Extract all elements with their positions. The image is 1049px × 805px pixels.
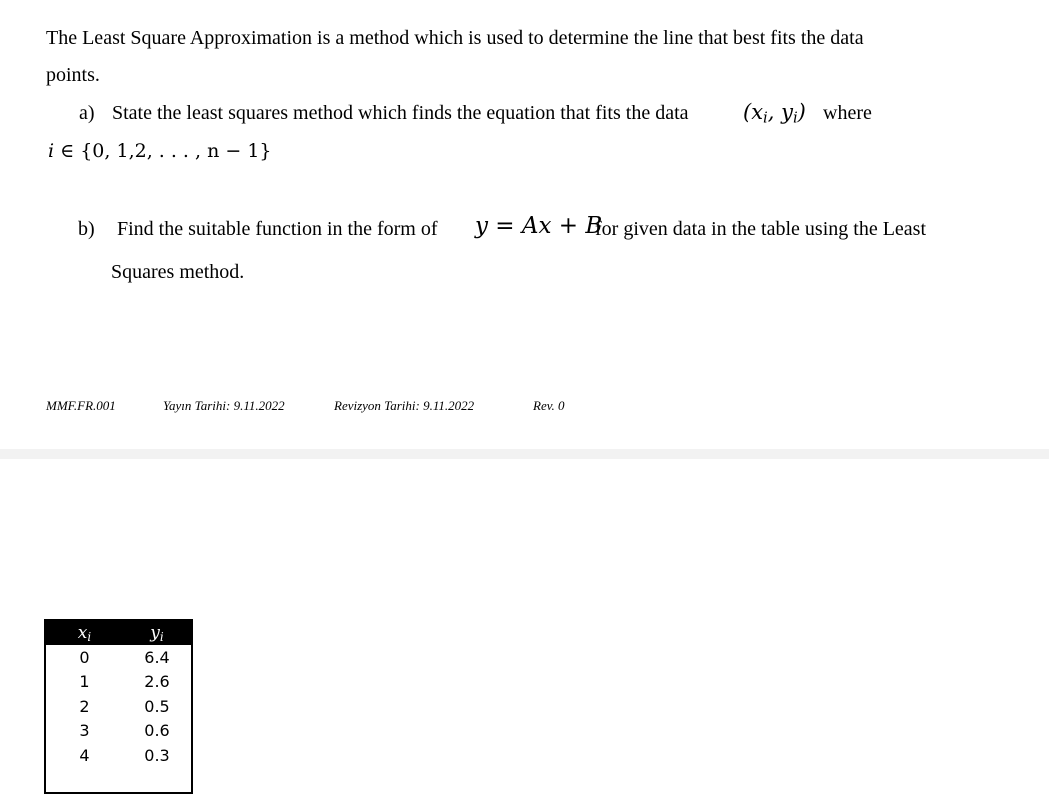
header-x: $x_i$ (45, 620, 123, 645)
part-b-line-2: Squares method. (111, 261, 245, 283)
cell-x: 0 (79, 647, 90, 667)
table-row (45, 694, 192, 719)
intro-line-1: The Least Square Approximation is a method which is used to determine the line that best fits the data (46, 27, 864, 49)
cell-x: 3 (79, 721, 90, 741)
index-set-i: i (48, 140, 55, 162)
cell-y: 0.5 (144, 696, 170, 716)
data-sub-i-2: i (792, 109, 798, 127)
data-comma-y: , y (767, 100, 793, 124)
table-header-row (45, 620, 192, 645)
part-a-label: a) (79, 102, 95, 124)
table-row (45, 670, 192, 695)
table-row (45, 743, 192, 793)
index-set-range: ∈ {0, 1,2, . . . , n − 1} (54, 140, 272, 162)
cell-y: 2.6 (144, 672, 170, 692)
cell-y: 0.3 (144, 745, 170, 765)
table-row (45, 719, 192, 744)
data-paren-x: (x (743, 100, 764, 124)
footer-form-code: MMF.FR.001 (46, 398, 116, 413)
part-b-text-2: for given data in the table using the Least (595, 218, 927, 240)
cell-y: 6.4 (144, 647, 170, 667)
part-a-where: where (823, 102, 872, 124)
intro-line-2: points. (46, 64, 100, 86)
cell-x: 4 (79, 745, 90, 765)
index-set (48, 139, 272, 163)
part-a-text: State the least squares method which finds the equation that fits the data (112, 102, 689, 124)
cell-x: 1 (79, 672, 90, 692)
part-b-formula: y = Ax + B (475, 213, 603, 239)
footer-rev-number: Rev. 0 (533, 398, 565, 413)
data-table (44, 619, 193, 794)
table-row (45, 645, 192, 670)
part-a-data-notation (743, 100, 806, 127)
cell-y: 0.6 (144, 721, 170, 741)
footer-publish-date: Yayın Tarihi: 9.11.2022 (163, 398, 285, 413)
data-sub-i-1: i (763, 109, 768, 127)
cell-x: 2 (79, 696, 90, 716)
part-b-text-1: Find the suitable function in the form of (117, 218, 438, 240)
data-paren-close: ) (797, 100, 806, 124)
header-y: $y_i$ (123, 620, 192, 645)
part-b-label: b) (78, 218, 95, 240)
page-separator (0, 449, 1049, 459)
footer-revision-date: Revizyon Tarihi: 9.11.2022 (334, 398, 475, 413)
